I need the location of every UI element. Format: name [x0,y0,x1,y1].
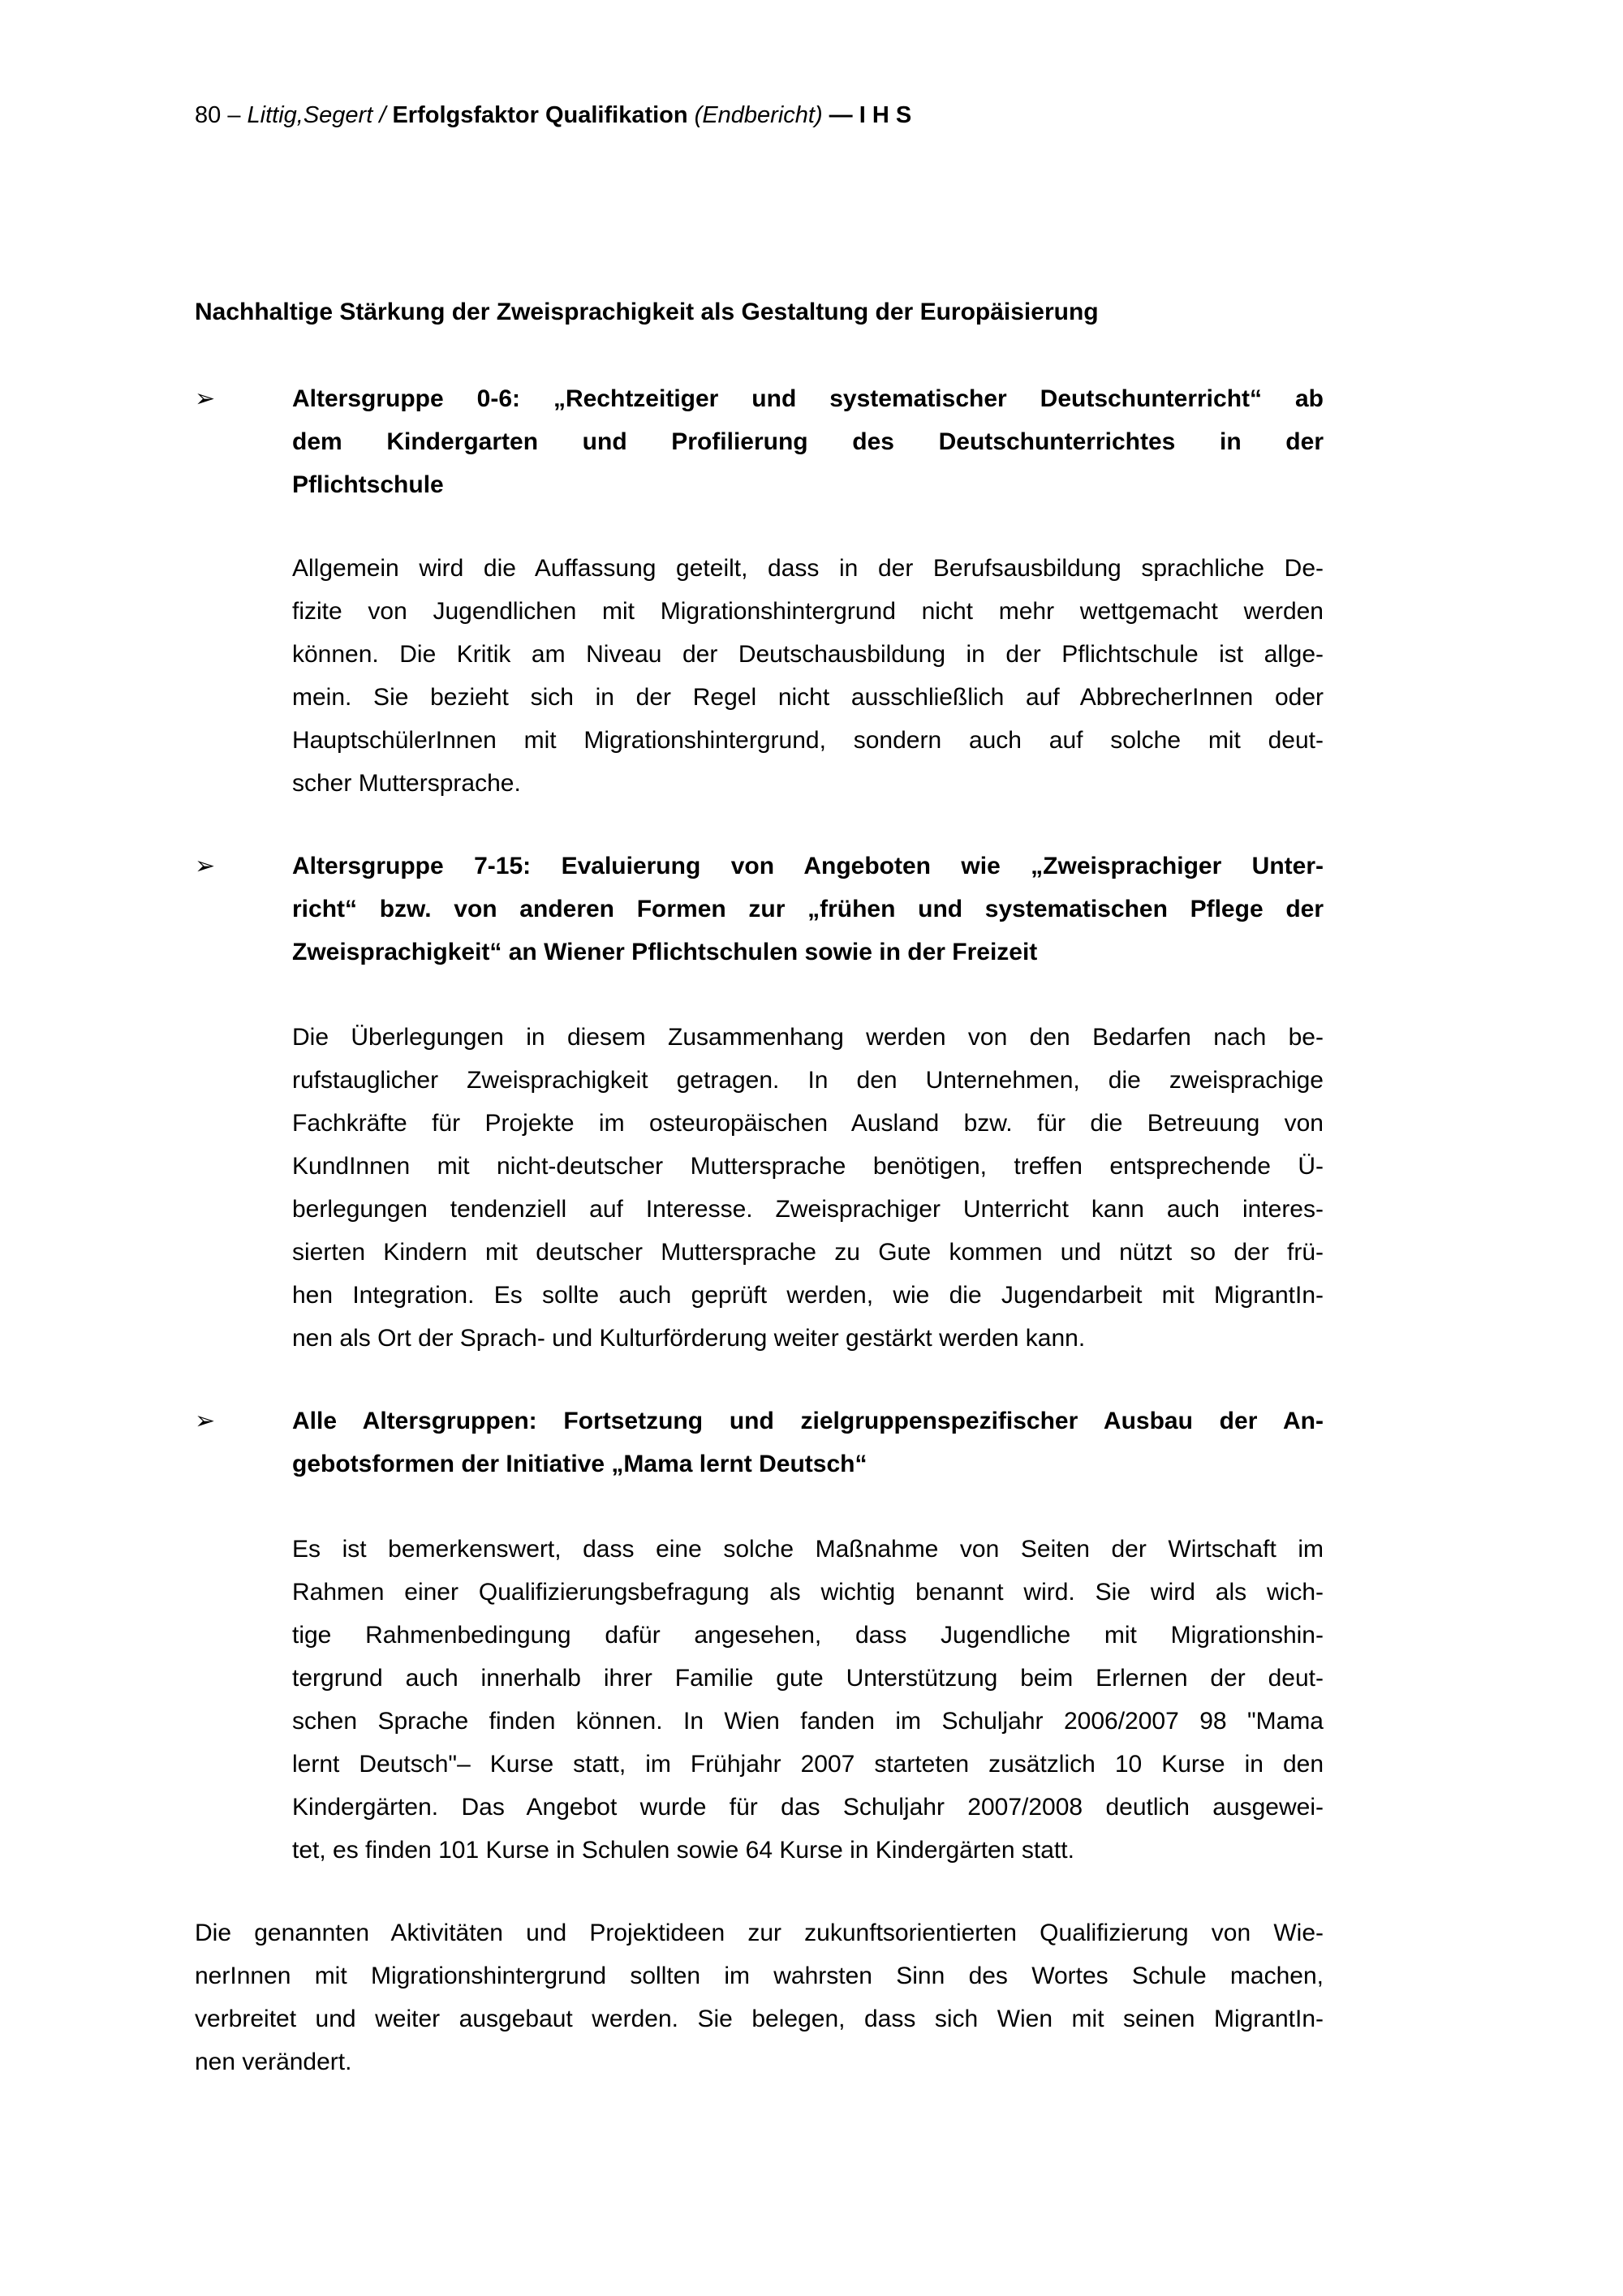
paragraph-line: mein. Sie bezieht sich in der Regel nicht ausschließlich auf AbbrecherInnen oder [292,684,1324,711]
paragraph-line: hen Integration. Es sollte auch geprüft werden, wie die Jugendarbeit mit MigrantIn- [292,1282,1324,1309]
item-paragraph [292,547,1324,805]
paragraph-line: verbreitet und weiter ausgebaut werden. Sie belegen, dass sich Wien mit seinen MigrantIn- [195,2006,1324,2032]
paragraph-line: Die Überlegungen in diesem Zusammenhang werden von den Bedarfen nach be- [292,1024,1324,1051]
item-heading-line: dem Kindergarten und Profilierung des Deutschunterrichtes in der [292,428,1324,455]
bullet-arrow-icon: ➢ [195,385,216,412]
paragraph-line: fizite von Jugendlichen mit Migrationshintergrund nicht mehr wettgemacht werden [292,598,1324,625]
paragraph-line: rufstauglicher Zweisprachigkeit getragen. In den Unternehmen, die zweisprachige [292,1067,1324,1094]
item-heading [292,1400,1324,1486]
header-dash: – [221,102,248,128]
item-heading-line: Pflichtschule [292,471,444,498]
header-authors: Littig,Segert / [247,102,386,128]
paragraph-line: Es ist bemerkenswert, dass eine solche Maßnahme von Seiten der Wirtschaft im [292,1536,1324,1563]
item-heading-line: richt“ bzw. von anderen Formen zur „frühen und systematischen Pflege der [292,896,1324,922]
paragraph-line: tergrund auch innerhalb ihrer Familie gute Unterstützung beim Erlernen der deut- [292,1665,1324,1692]
paragraph-line: Kindergärten. Das Angebot wurde für das Schuljahr 2007/2008 deutlich ausgewei- [292,1794,1324,1821]
closing-paragraph [195,1911,1324,2083]
item-paragraph [292,1528,1324,1872]
paragraph-line: tet, es finden 101 Kurse in Schulen sowie 64 Kurse in Kindergärten statt. [292,1837,1074,1864]
item-heading [292,377,1324,506]
section-heading-text: Nachhaltige Stärkung der Zweisprachigkeit als Gestaltung der Europäisierung [195,299,1099,325]
item-heading-line: Altersgruppe 7-15: Evaluierung von Angeboten wie „Zweisprachiger Unter- [292,853,1324,879]
paragraph-line: lernt Deutsch"– Kurse statt, im Frühjahr 2007 starteten zusätzlich 10 Kurse in den [292,1751,1324,1778]
item-heading-line: Altersgruppe 0-6: „Rechtzeitiger und systematischer Deutschunterricht“ ab [292,385,1324,412]
paragraph-line: Rahmen einer Qualifizierungsbefragung als wichtig benannt wird. Sie wird als wich- [292,1579,1324,1606]
paragraph-line: nerInnen mit Migrationshintergrund sollten im wahrsten Sinn des Wortes Schule machen, [195,1963,1324,1989]
paragraph-line: Die genannten Aktivitäten und Projektideen zur zukunftsorientierten Qualifizierung von Wie- [195,1920,1324,1946]
item-heading-line: Zweisprachigkeit“ an Wiener Pflichtschulen sowie in der Freizeit [292,939,1038,965]
item-heading-line: Alle Altersgruppen: Fortsetzung und zielgruppenspezifischer Ausbau der An- [292,1408,1324,1434]
header-subtitle: (Endbericht) [687,102,823,128]
paragraph-line: Fachkräfte für Projekte im osteuropäischen Ausland bzw. für die Betreuung von [292,1110,1324,1137]
paragraph-line: sierten Kindern mit deutscher Muttersprache zu Gute kommen und nützt so der frü- [292,1239,1324,1266]
paragraph-line: schen Sprache finden können. In Wien fanden im Schuljahr 2006/2007 98 "Mama [292,1708,1324,1735]
paragraph-line: HauptschülerInnen mit Migrationshintergrund, sondern auch auf solche mit deut- [292,727,1324,754]
paragraph-line: scher Muttersprache. [292,770,521,797]
item-paragraph [292,1016,1324,1360]
paragraph-line: nen als Ort der Sprach- und Kulturförderung weiter gestärkt werden kann. [292,1325,1086,1352]
header-title: Erfolgsfaktor Qualifikation [385,102,688,128]
bullet-arrow-icon: ➢ [195,1408,216,1434]
page-number: 80 [195,102,222,128]
paragraph-line: berlegungen tendenziell auf Interesse. Zweisprachiger Unterricht kann auch interes- [292,1196,1324,1223]
paragraph-line: KundInnen mit nicht-deutscher Muttersprache benötigen, treffen entsprechende Ü- [292,1153,1324,1180]
paragraph-line: tige Rahmenbedingung dafür angesehen, dass Jugendliche mit Migrationshin- [292,1622,1324,1649]
header-institute: — I H S [822,102,912,128]
paragraph-line: können. Die Kritik am Niveau der Deutschausbildung in der Pflichtschule ist allge- [292,641,1324,668]
item-heading [292,845,1324,974]
paragraph-line: nen verändert. [195,2049,352,2075]
paragraph-line: Allgemein wird die Auffassung geteilt, dass in der Berufsausbildung sprachliche De- [292,555,1324,582]
running-header [195,102,911,129]
bullet-arrow-icon: ➢ [195,853,216,879]
item-heading-line: gebotsformen der Initiative „Mama lernt Deutsch“ [292,1451,867,1477]
section-heading [195,290,1324,333]
